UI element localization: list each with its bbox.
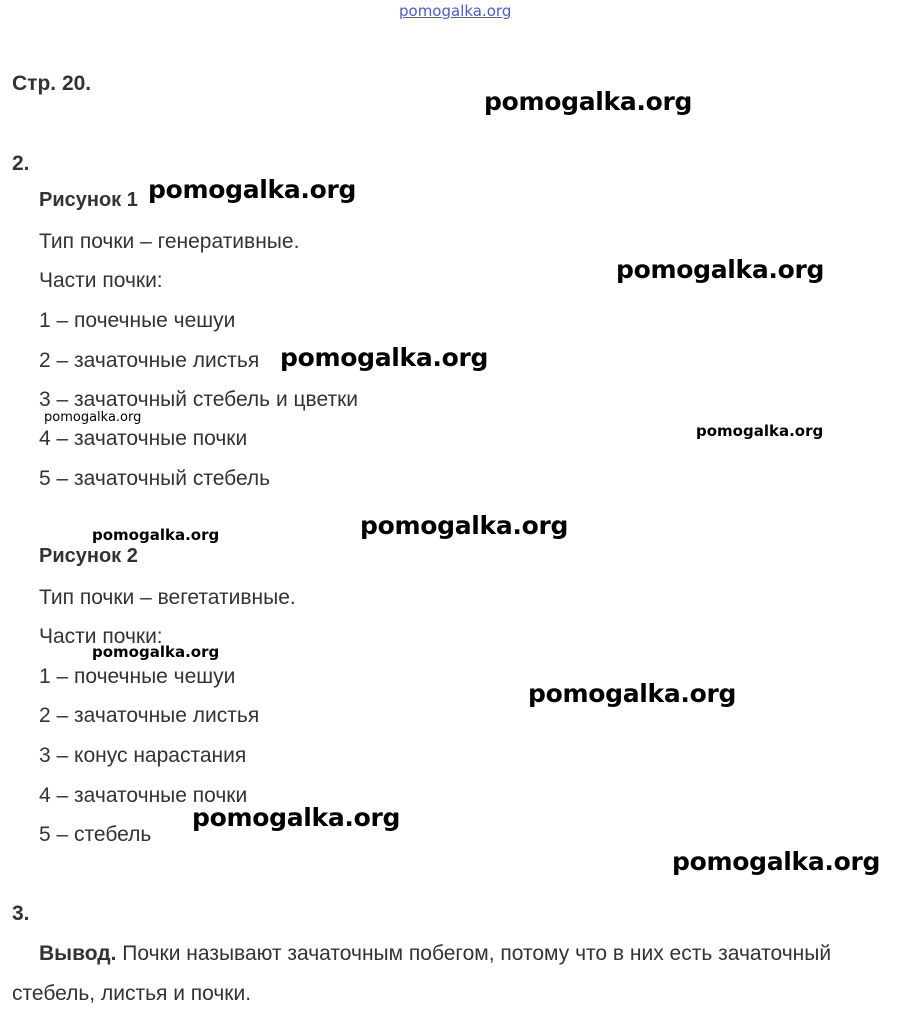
list-item: 2 – зачаточные листья [39, 704, 260, 727]
figure-2-bud-type: Тип почки – вегетативные. [39, 586, 296, 609]
watermark-text: pomogalka.org [616, 255, 825, 284]
conclusion-text: Почки называют зачаточным побегом, потому что в них есть зачаточный [116, 942, 832, 965]
list-item: 5 – стебель [39, 823, 152, 846]
watermark-text: pomogalka.org [672, 847, 881, 876]
figure-1-title: Рисунок 1 [39, 189, 138, 211]
task-number: 2. [12, 152, 30, 175]
conclusion-line [39, 943, 831, 964]
conclusion-line: стебель, листья и почки. [12, 982, 252, 1005]
watermark-text: pomogalka.org [484, 87, 693, 116]
task-number: 3. [12, 902, 30, 925]
list-item: 5 – зачаточный стебель [39, 467, 271, 490]
list-item: 1 – почечные чешуи [39, 665, 236, 688]
watermark-text: pomogalka.org [192, 803, 401, 832]
list-item: 1 – почечные чешуи [39, 309, 236, 332]
list-item: 3 – конус нарастания [39, 744, 247, 767]
watermark-text: pomogalka.org [92, 643, 220, 661]
conclusion-label: Вывод. [39, 942, 117, 965]
list-item: 2 – зачаточные листья [39, 349, 260, 372]
figure-2-parts-title: Части почки: [39, 625, 163, 648]
list-item: 3 – зачаточный стебель и цветки [39, 388, 358, 411]
watermark-text: pomogalka.org [360, 511, 569, 540]
page-reference: Стр. 20. [12, 72, 92, 95]
watermark-text: pomogalka.org [148, 175, 357, 204]
watermark-text: pomogalka.org [92, 526, 220, 544]
figure-1-bud-type: Тип почки – генеративные. [39, 230, 300, 253]
watermark-text: pomogalka.org [696, 422, 824, 440]
list-item: 4 – зачаточные почки [39, 784, 248, 807]
watermark-text: pomogalka.org [280, 343, 489, 372]
top-watermark-link[interactable]: pomogalka.org [399, 2, 512, 20]
figure-2-title: Рисунок 2 [39, 545, 138, 567]
list-item: 4 – зачаточные почки [39, 427, 248, 450]
watermark-text: pomogalka.org [528, 679, 737, 708]
watermark-text: pomogalka.org [44, 410, 142, 425]
figure-1-parts-title: Части почки: [39, 269, 163, 292]
